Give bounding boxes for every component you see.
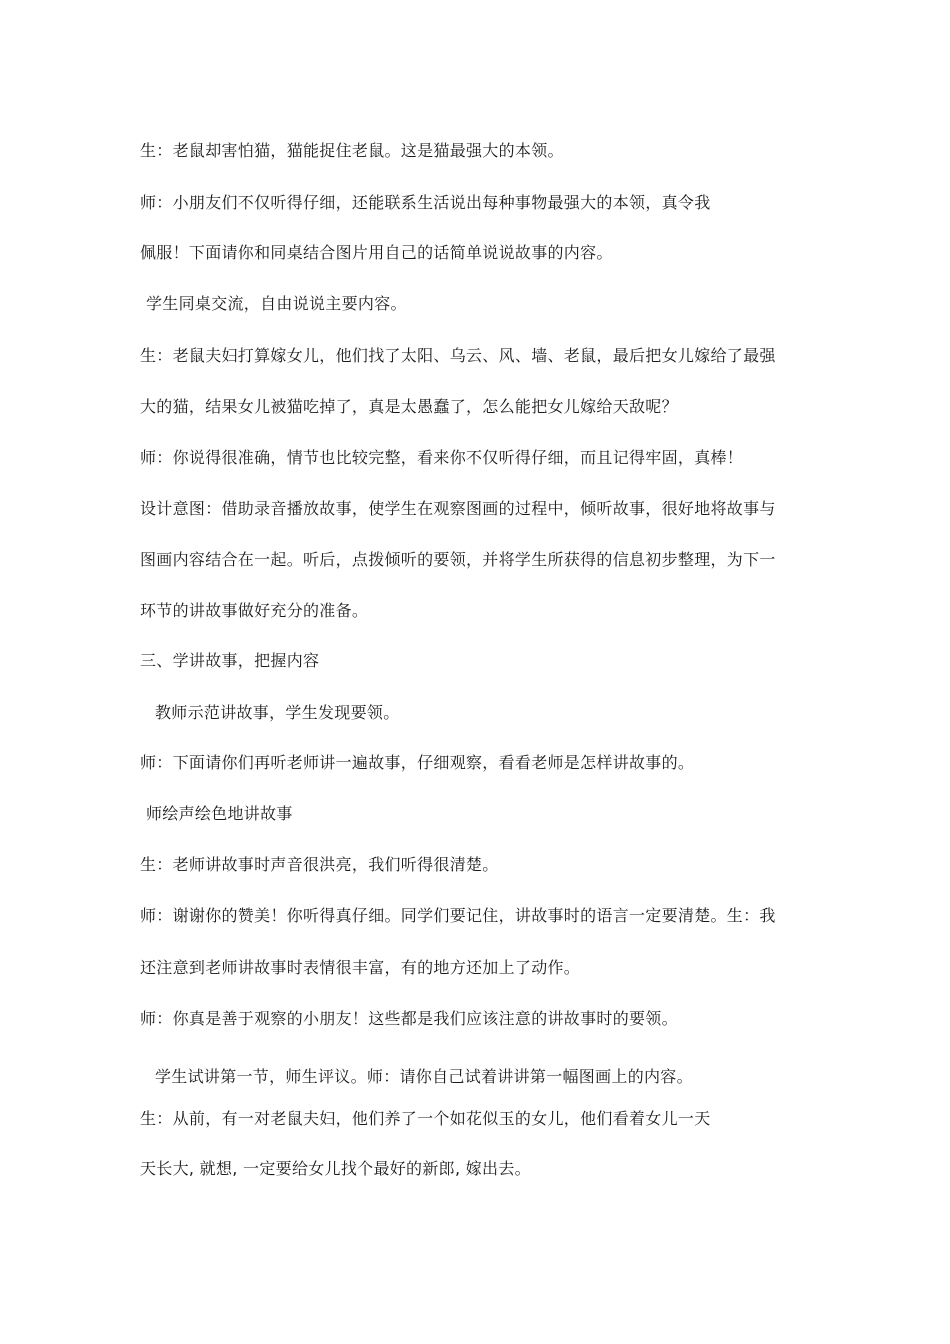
text-line: 师：下面请你们再听老师讲一遍故事，仔细观察，看看老师是怎样讲故事的。 — [140, 753, 695, 772]
section-heading: 三、学讲故事，把握内容 — [140, 651, 320, 670]
text-line: 生：老鼠夫妇打算嫁女儿，他们找了太阳、乌云、风、墙、老鼠，最后把女儿嫁给了最强 — [140, 346, 776, 365]
text-line: 师绘声绘色地讲故事 — [146, 804, 293, 823]
text-line: 天长大, 就想, 一定要给女儿找个最好的新郎, 嫁出去。 — [140, 1159, 531, 1178]
text-line: 还注意到老师讲故事时表情很丰富，有的地方还加上了动作。 — [140, 958, 581, 977]
text-line: 佩服！下面请你和同桌结合图片用自己的话简单说说故事的内容。 — [140, 243, 613, 262]
text-line: 环节的讲故事做好充分的准备。 — [140, 601, 369, 620]
text-line: 师：谢谢你的赞美！你听得真仔细。同学们要记住，讲故事时的语言一定要清楚。生：我 — [140, 906, 776, 925]
text-line: 师：你真是善于观察的小朋友！这些都是我们应该注意的讲故事时的要领。 — [140, 1009, 678, 1028]
text-line: 学生同桌交流，自由说说主要内容。 — [146, 294, 407, 313]
text-line: 生：老师讲故事时声音很洪亮，我们听得很清楚。 — [140, 855, 499, 874]
text-line: 生：从前，有一对老鼠夫妇，他们养了一个如花似玉的女儿，他们看着女儿一天 — [140, 1109, 711, 1128]
text-line: 大的猫，结果女儿被猫吃掉了，真是太愚蠢了，怎么能把女儿嫁给天敌呢？ — [140, 397, 678, 416]
text-line: 师：小朋友们不仅听得仔细，还能联系生活说出每种事物最强大的本领，真令我 — [140, 193, 711, 212]
text-line: 学生试讲第一节，师生评议。师：请你自己试着讲讲第一幅图画上的内容。 — [155, 1067, 693, 1086]
text-line: 生：老鼠却害怕猫，猫能捉住老鼠。这是猫最强大的本领。 — [140, 141, 564, 160]
text-line: 教师示范讲故事，学生发现要领。 — [155, 703, 400, 722]
text-line: 图画内容结合在一起。听后，点拨倾听的要领，并将学生所获得的信息初步整理，为下一 — [140, 550, 776, 569]
text-line: 设计意图：借助录音播放故事，使学生在观察图画的过程中，倾听故事，很好地将故事与 — [140, 499, 776, 518]
text-line: 师：你说得很准确，情节也比较完整，看来你不仅听得仔细，而且记得牢固，真棒！ — [140, 448, 744, 467]
